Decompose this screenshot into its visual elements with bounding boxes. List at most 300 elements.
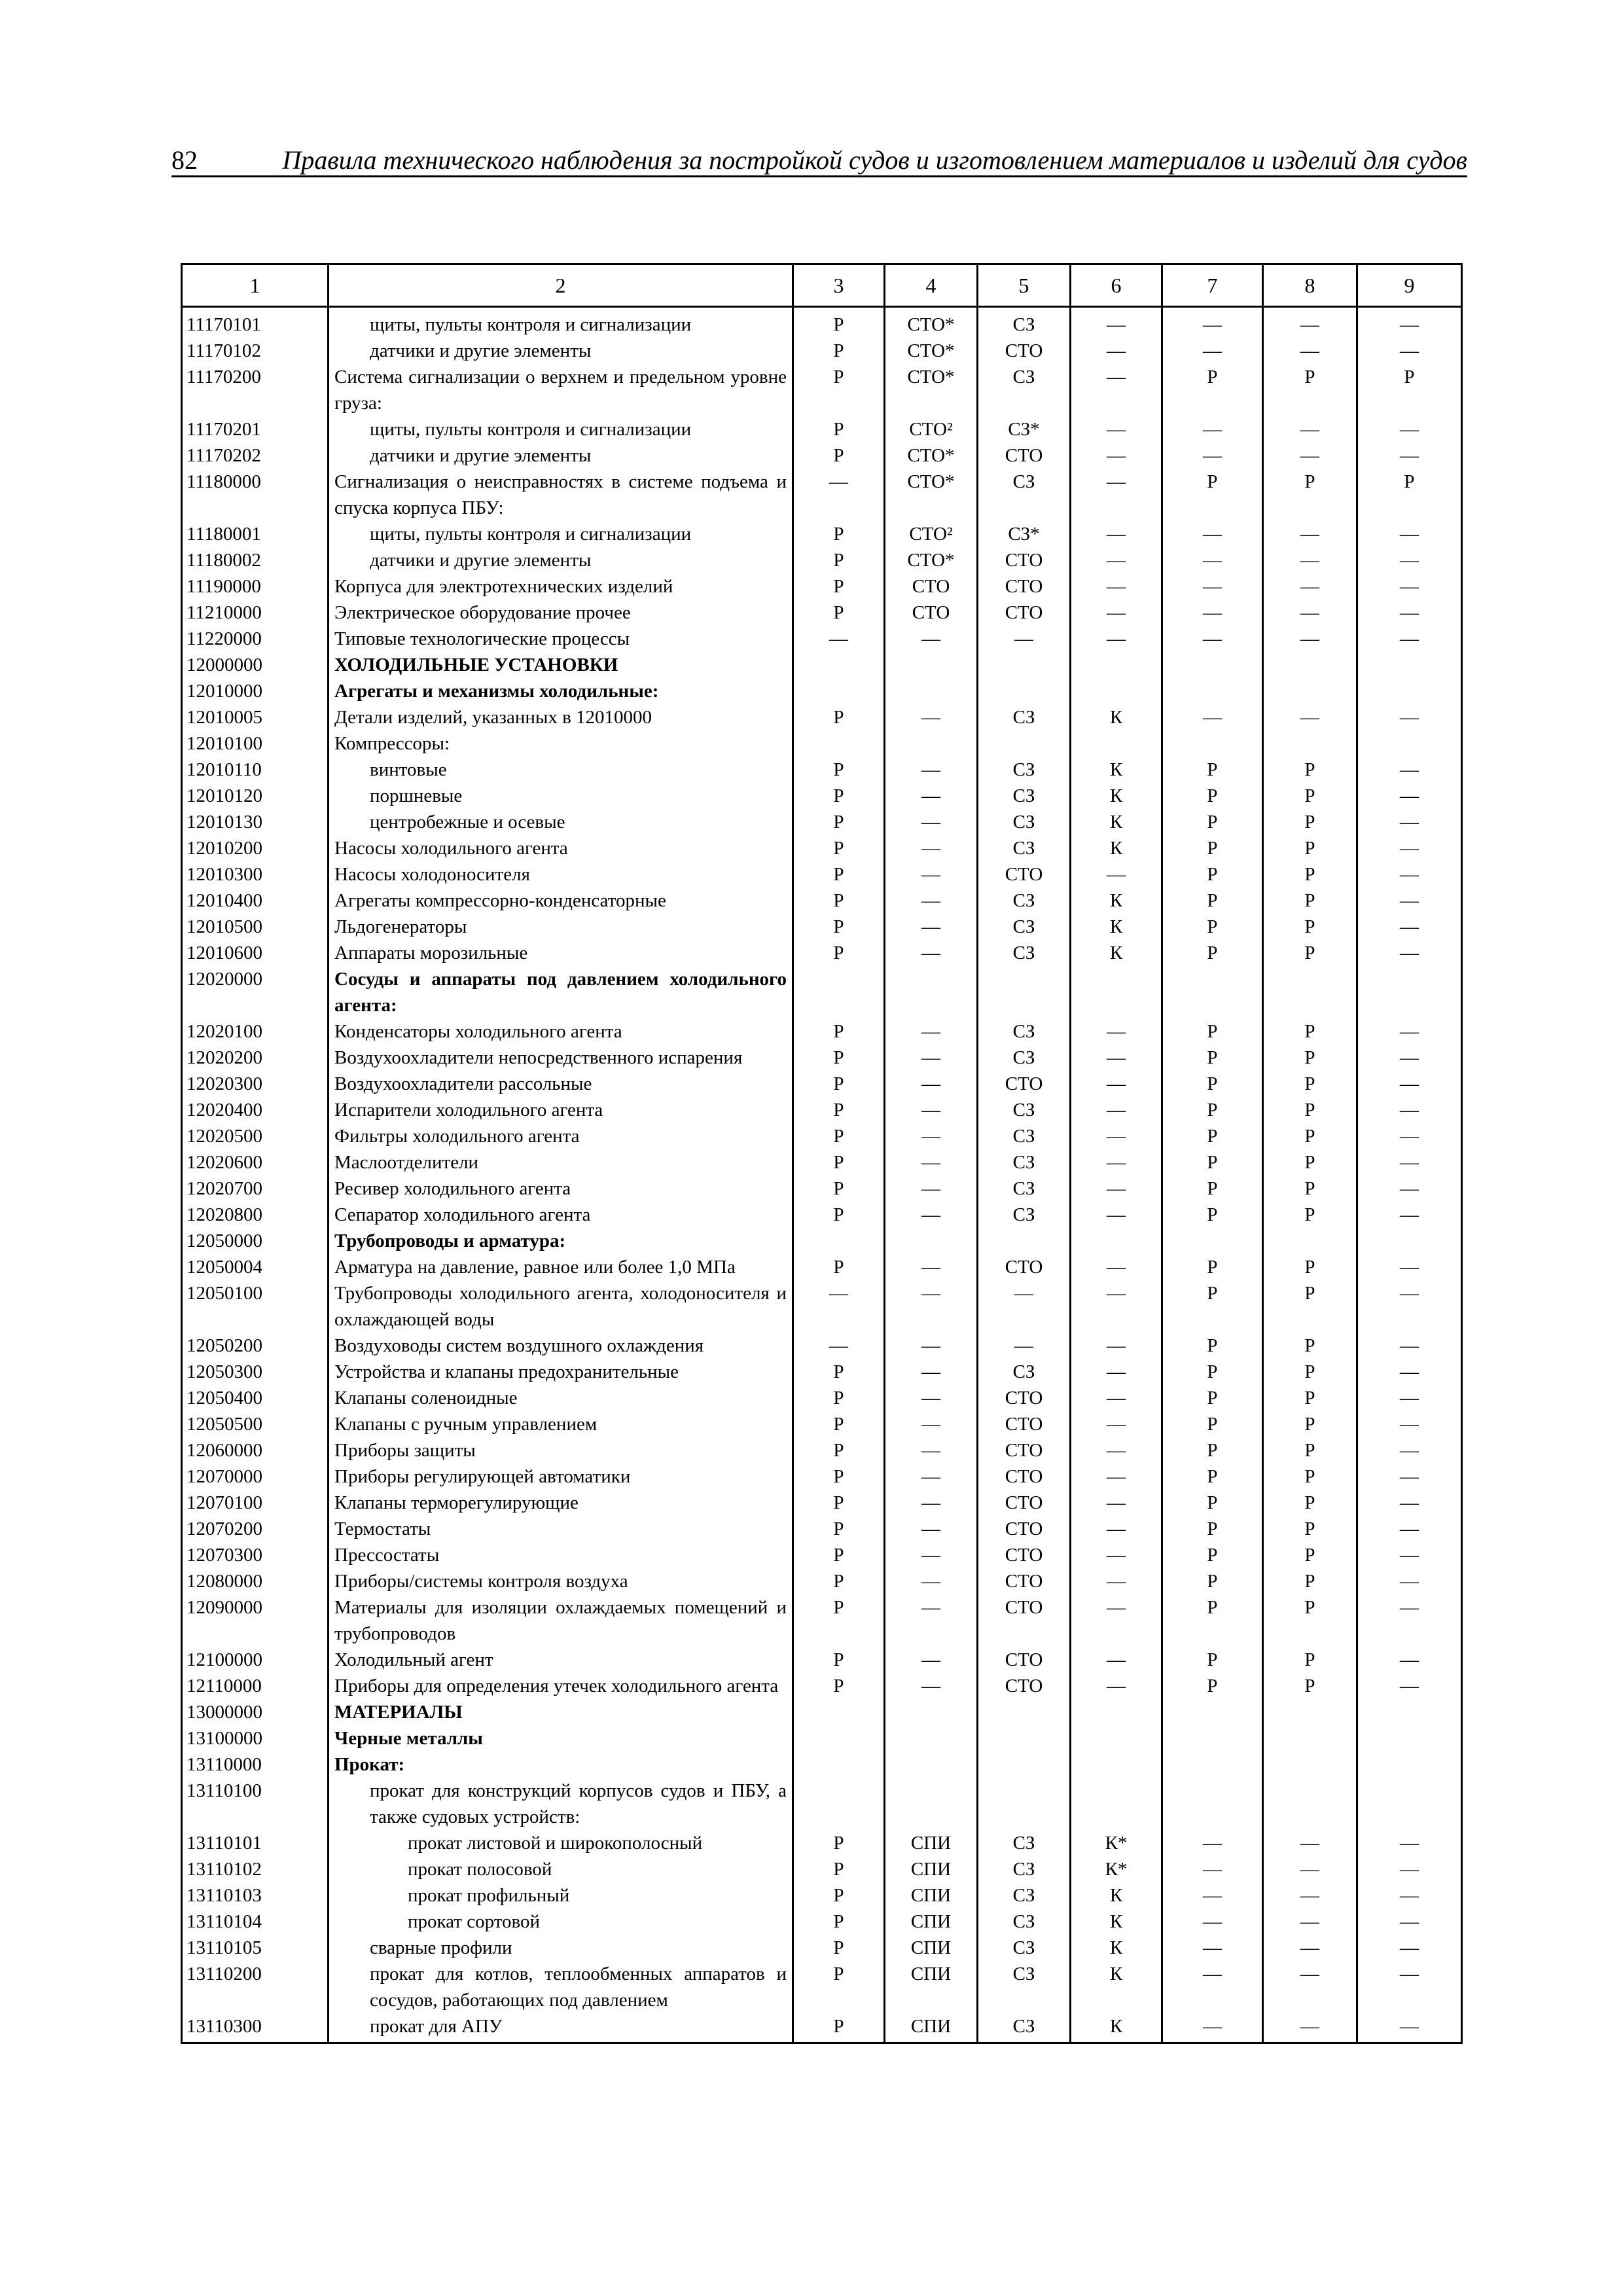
item-name: Прокат: — [329, 1751, 793, 1778]
item-name: датчики и другие элементы — [329, 547, 793, 573]
table-row — [182, 1751, 1462, 1778]
requirement-cell-col3: Р — [793, 1673, 885, 1699]
requirement-cell-col7: — — [1162, 704, 1263, 730]
item-code: 12070100 — [182, 1490, 329, 1516]
requirement-cell-col5: СЗ — [978, 1018, 1071, 1045]
requirement-cell-col9 — [1357, 1699, 1462, 1725]
requirement-cell-col4 — [885, 1228, 978, 1254]
requirement-cell-col3: Р — [793, 1359, 885, 1385]
requirement-cell-col3: Р — [793, 1856, 885, 1882]
requirement-cell-col7: — — [1162, 1830, 1263, 1856]
table-row — [182, 914, 1462, 940]
item-code: 12010120 — [182, 783, 329, 809]
requirement-cell-col3: Р — [793, 1411, 885, 1437]
requirement-cell-col6: — — [1071, 1018, 1162, 1045]
table-row — [182, 1175, 1462, 1202]
table-row — [182, 469, 1462, 521]
requirement-cell-col5: СТО — [978, 1516, 1071, 1542]
requirement-cell-col5: СЗ — [978, 1909, 1071, 1935]
requirement-cell-col5: СТО — [978, 1385, 1071, 1411]
requirement-cell-col5: СТО — [978, 600, 1071, 626]
requirement-cell-col9: — — [1357, 757, 1462, 783]
table-row — [182, 1097, 1462, 1123]
requirement-cell-col4: СТО — [885, 573, 978, 600]
item-name: Воздуховоды систем воздушного охлаждения — [329, 1333, 793, 1359]
requirement-cell-col9: — — [1357, 861, 1462, 888]
requirement-cell-col3: Р — [793, 442, 885, 469]
requirement-cell-col8: Р — [1263, 914, 1357, 940]
requirement-cell-col8: Р — [1263, 1018, 1357, 1045]
requirement-cell-col7: — — [1162, 416, 1263, 442]
requirement-cell-col4 — [885, 730, 978, 757]
item-name: поршневые — [329, 783, 793, 809]
requirement-cell-col4 — [885, 1778, 978, 1830]
requirement-cell-col5: СТО — [978, 1647, 1071, 1673]
requirement-cell-col6: — — [1071, 1123, 1162, 1149]
requirement-cell-col5: СЗ — [978, 1202, 1071, 1228]
requirement-cell-col4: — — [885, 1437, 978, 1463]
table-row — [182, 1123, 1462, 1149]
requirement-cell-col6: К — [1071, 888, 1162, 914]
column-header: 2 — [329, 264, 793, 307]
requirement-cell-col8 — [1263, 652, 1357, 678]
requirement-cell-col6: — — [1071, 547, 1162, 573]
table-row — [182, 1071, 1462, 1097]
requirement-cell-col5: СЗ — [978, 1882, 1071, 1909]
item-name: Детали изделий, указанных в 12010000 — [329, 704, 793, 730]
requirement-cell-col5: СТО — [978, 1568, 1071, 1594]
requirement-cell-col8 — [1263, 966, 1357, 1018]
requirement-cell-col8: Р — [1263, 1516, 1357, 1542]
requirement-cell-col4: — — [885, 888, 978, 914]
requirement-cell-col9: — — [1357, 1071, 1462, 1097]
table-row — [182, 835, 1462, 861]
requirement-cell-col5: СТО — [978, 1437, 1071, 1463]
column-header: 7 — [1162, 264, 1263, 307]
item-code: 13110101 — [182, 1830, 329, 1856]
item-name: Насосы холодильного агента — [329, 835, 793, 861]
table-row — [182, 1333, 1462, 1359]
requirement-cell-col3: Р — [793, 1961, 885, 2013]
requirement-cell-col7 — [1162, 1778, 1263, 1830]
column-header: 9 — [1357, 264, 1462, 307]
requirement-cell-col9: — — [1357, 1359, 1462, 1385]
item-code: 13110104 — [182, 1909, 329, 1935]
requirement-cell-col7: — — [1162, 1856, 1263, 1882]
table-row — [182, 416, 1462, 442]
requirement-cell-col6: — — [1071, 1594, 1162, 1647]
item-code: 12020600 — [182, 1149, 329, 1175]
requirement-cell-col5: СЗ — [978, 1935, 1071, 1961]
requirement-cell-col3: Р — [793, 835, 885, 861]
requirement-cell-col9: — — [1357, 1594, 1462, 1647]
requirement-cell-col5: СЗ — [978, 809, 1071, 835]
requirement-cell-col9 — [1357, 730, 1462, 757]
requirement-cell-col4: СПИ — [885, 1935, 978, 1961]
requirement-cell-col6: — — [1071, 1673, 1162, 1699]
requirement-cell-col4: СТО* — [885, 307, 978, 338]
requirement-cell-col9: — — [1357, 1175, 1462, 1202]
requirement-cell-col7 — [1162, 966, 1263, 1018]
requirement-cell-col5 — [978, 1778, 1071, 1830]
requirement-cell-col3: Р — [793, 1830, 885, 1856]
item-code: 12070200 — [182, 1516, 329, 1542]
requirement-cell-col9: — — [1357, 1490, 1462, 1516]
requirement-cell-col9: — — [1357, 521, 1462, 547]
requirement-cell-col9: — — [1357, 1856, 1462, 1882]
requirement-cell-col4: — — [885, 914, 978, 940]
item-name: Ресивер холодильного агента — [329, 1175, 793, 1202]
requirement-cell-col4: СТО² — [885, 416, 978, 442]
requirement-cell-col4: — — [885, 1490, 978, 1516]
requirement-cell-col6: — — [1071, 1437, 1162, 1463]
requirement-cell-col5: СТО — [978, 1490, 1071, 1516]
table-row — [182, 1882, 1462, 1909]
item-name: Воздухоохладители непосредственного испарения — [329, 1045, 793, 1071]
requirement-cell-col5 — [978, 1228, 1071, 1254]
requirement-cell-col9: — — [1357, 1935, 1462, 1961]
table-row — [182, 1202, 1462, 1228]
table-row — [182, 1018, 1462, 1045]
requirement-cell-col7: Р — [1162, 469, 1263, 521]
requirement-cell-col3: Р — [793, 1594, 885, 1647]
item-code: 12010005 — [182, 704, 329, 730]
requirement-cell-col6: К — [1071, 757, 1162, 783]
table-row — [182, 521, 1462, 547]
requirement-cell-col7: Р — [1162, 1568, 1263, 1594]
requirement-cell-col3: Р — [793, 1149, 885, 1175]
item-code: 11180002 — [182, 547, 329, 573]
requirement-cell-col8: Р — [1263, 1568, 1357, 1594]
requirement-cell-col5: СЗ — [978, 1359, 1071, 1385]
requirement-cell-col8: — — [1263, 307, 1357, 338]
requirement-cell-col3: Р — [793, 1202, 885, 1228]
requirement-cell-col4: — — [885, 1359, 978, 1385]
requirement-cell-col4: — — [885, 861, 978, 888]
requirement-cell-col4: СПИ — [885, 1961, 978, 2013]
requirement-cell-col7: — — [1162, 1909, 1263, 1935]
requirement-cell-col4: СПИ — [885, 2013, 978, 2043]
item-name: Типовые технологические процессы — [329, 626, 793, 652]
requirement-cell-col6: — — [1071, 1411, 1162, 1437]
column-header: 8 — [1263, 264, 1357, 307]
item-code: 12080000 — [182, 1568, 329, 1594]
requirement-cell-col3: Р — [793, 809, 885, 835]
requirement-cell-col9: — — [1357, 1411, 1462, 1437]
requirement-cell-col5: СТО — [978, 1463, 1071, 1490]
requirement-cell-col4: СТО* — [885, 469, 978, 521]
item-code: 12050200 — [182, 1333, 329, 1359]
item-name: прокат для котлов, теплообменных аппаратов и сосудов, работающих под давлением — [329, 1961, 793, 2013]
requirement-cell-col3: Р — [793, 888, 885, 914]
item-name: Материалы для изоляции охлаждаемых помещений и трубопроводов — [329, 1594, 793, 1647]
requirement-cell-col7: — — [1162, 338, 1263, 364]
requirement-cell-col6: — — [1071, 600, 1162, 626]
requirement-cell-col9: — — [1357, 1097, 1462, 1123]
requirement-cell-col3: Р — [793, 573, 885, 600]
item-code: 13110000 — [182, 1751, 329, 1778]
item-name: щиты, пульты контроля и сигнализации — [329, 416, 793, 442]
item-name: ХОЛОДИЛЬНЫЕ УСТАНОВКИ — [329, 652, 793, 678]
table-row — [182, 1149, 1462, 1175]
requirement-cell-col4: СПИ — [885, 1882, 978, 1909]
requirement-cell-col3: Р — [793, 1463, 885, 1490]
item-name: Термостаты — [329, 1516, 793, 1542]
requirement-cell-col8: — — [1263, 1856, 1357, 1882]
requirement-cell-col3: Р — [793, 1437, 885, 1463]
requirement-cell-col8: Р — [1263, 1280, 1357, 1333]
table-row — [182, 364, 1462, 416]
requirement-cell-col7: — — [1162, 626, 1263, 652]
table-row — [182, 1594, 1462, 1647]
requirement-cell-col5: СЗ — [978, 835, 1071, 861]
requirement-cell-col9 — [1357, 1778, 1462, 1830]
requirement-cell-col3: Р — [793, 364, 885, 416]
requirement-cell-col5: СЗ — [978, 1149, 1071, 1175]
requirement-cell-col9: — — [1357, 1045, 1462, 1071]
item-name: Приборы регулирующей автоматики — [329, 1463, 793, 1490]
requirement-cell-col7 — [1162, 730, 1263, 757]
item-name: Корпуса для электротехнических изделий — [329, 573, 793, 600]
requirement-cell-col8 — [1263, 1778, 1357, 1830]
requirement-cell-col9: — — [1357, 1909, 1462, 1935]
requirement-cell-col6: — — [1071, 307, 1162, 338]
requirement-cell-col8: Р — [1263, 364, 1357, 416]
requirement-cell-col8: Р — [1263, 940, 1357, 966]
requirement-cell-col7: Р — [1162, 1175, 1263, 1202]
requirement-cell-col7: Р — [1162, 364, 1263, 416]
requirement-cell-col6: — — [1071, 861, 1162, 888]
requirement-cell-col3: Р — [793, 1385, 885, 1411]
requirement-cell-col7: Р — [1162, 1071, 1263, 1097]
item-name: Трубопроводы холодильного агента, холодоносителя и охлаждающей воды — [329, 1280, 793, 1333]
item-code: 12010000 — [182, 678, 329, 704]
requirement-cell-col9: — — [1357, 547, 1462, 573]
table-row — [182, 573, 1462, 600]
requirement-cell-col8: Р — [1263, 783, 1357, 809]
requirement-cell-col9: — — [1357, 704, 1462, 730]
requirement-cell-col7: Р — [1162, 1647, 1263, 1673]
requirement-cell-col3 — [793, 730, 885, 757]
requirement-cell-col9 — [1357, 652, 1462, 678]
table-row — [182, 1725, 1462, 1751]
requirement-cell-col6: — — [1071, 1542, 1162, 1568]
requirement-cell-col6 — [1071, 730, 1162, 757]
requirement-cell-col4: — — [885, 1673, 978, 1699]
requirement-cell-col3: Р — [793, 1882, 885, 1909]
requirement-cell-col5: СЗ — [978, 914, 1071, 940]
requirement-cell-col7: — — [1162, 2013, 1263, 2043]
requirement-cell-col8: — — [1263, 338, 1357, 364]
item-name: Холодильный агент — [329, 1647, 793, 1673]
item-name: Приборы/системы контроля воздуха — [329, 1568, 793, 1594]
item-code: 12010400 — [182, 888, 329, 914]
item-code: 12110000 — [182, 1673, 329, 1699]
requirement-cell-col6: — — [1071, 364, 1162, 416]
item-code: 13100000 — [182, 1725, 329, 1751]
requirement-cell-col7: Р — [1162, 1359, 1263, 1385]
requirement-cell-col3: Р — [793, 704, 885, 730]
requirement-cell-col4: СПИ — [885, 1856, 978, 1882]
table-row — [182, 704, 1462, 730]
requirement-cell-col4: — — [885, 1254, 978, 1280]
item-name: Маслоотделители — [329, 1149, 793, 1175]
table-row — [182, 1463, 1462, 1490]
requirement-cell-col9: — — [1357, 940, 1462, 966]
requirement-cell-col8 — [1263, 678, 1357, 704]
requirement-cell-col7: Р — [1162, 757, 1263, 783]
requirement-cell-col9: — — [1357, 1542, 1462, 1568]
requirement-cell-col5: СЗ* — [978, 416, 1071, 442]
requirement-cell-col7: Р — [1162, 1385, 1263, 1411]
requirement-cell-col6: — — [1071, 469, 1162, 521]
requirement-cell-col7: Р — [1162, 1411, 1263, 1437]
requirement-cell-col3 — [793, 652, 885, 678]
table-row — [182, 730, 1462, 757]
requirement-cell-col7: — — [1162, 1961, 1263, 2013]
table-row — [182, 757, 1462, 783]
item-code: 12050300 — [182, 1359, 329, 1385]
item-code: 12010100 — [182, 730, 329, 757]
table-row — [182, 1385, 1462, 1411]
requirement-cell-col3: Р — [793, 521, 885, 547]
requirement-cell-col9: — — [1357, 1280, 1462, 1333]
table-row — [182, 307, 1462, 338]
requirement-cell-col6: — — [1071, 1385, 1162, 1411]
table-row — [182, 1254, 1462, 1280]
requirement-cell-col3 — [793, 1228, 885, 1254]
item-name: Клапаны терморегулирующие — [329, 1490, 793, 1516]
item-code: 11170101 — [182, 307, 329, 338]
table-row — [182, 442, 1462, 469]
requirement-cell-col7: Р — [1162, 1045, 1263, 1071]
requirement-cell-col5: СЗ — [978, 307, 1071, 338]
item-name: центробежные и осевые — [329, 809, 793, 835]
requirement-cell-col9: — — [1357, 2013, 1462, 2043]
requirement-cell-col9: — — [1357, 835, 1462, 861]
requirement-cell-col7: — — [1162, 600, 1263, 626]
requirement-cell-col6: К — [1071, 1909, 1162, 1935]
requirement-cell-col6 — [1071, 1699, 1162, 1725]
requirement-cell-col8: — — [1263, 521, 1357, 547]
requirement-cell-col8 — [1263, 1725, 1357, 1751]
table-row — [182, 1411, 1462, 1437]
requirement-cell-col7 — [1162, 1699, 1263, 1725]
table-row — [182, 1568, 1462, 1594]
requirement-cell-col7: Р — [1162, 835, 1263, 861]
requirement-cell-col5: СЗ* — [978, 521, 1071, 547]
item-name: Черные металлы — [329, 1725, 793, 1751]
requirement-cell-col7: Р — [1162, 1516, 1263, 1542]
requirement-cell-col8: Р — [1263, 757, 1357, 783]
item-code: 13110103 — [182, 1882, 329, 1909]
requirement-cell-col4 — [885, 1751, 978, 1778]
requirement-cell-col8: Р — [1263, 1594, 1357, 1647]
item-code: 11220000 — [182, 626, 329, 652]
requirement-cell-col8 — [1263, 1751, 1357, 1778]
requirement-cell-col8: Р — [1263, 1175, 1357, 1202]
requirement-cell-col9: — — [1357, 783, 1462, 809]
requirement-cell-col4 — [885, 652, 978, 678]
item-code: 12010200 — [182, 835, 329, 861]
requirement-cell-col5 — [978, 730, 1071, 757]
requirement-cell-col8: — — [1263, 1882, 1357, 1909]
requirement-cell-col5: СЗ — [978, 783, 1071, 809]
requirement-cell-col5: СТО — [978, 1411, 1071, 1437]
requirement-cell-col3: — — [793, 1333, 885, 1359]
requirement-cell-col7: Р — [1162, 914, 1263, 940]
requirement-cell-col5: СТО — [978, 1673, 1071, 1699]
requirement-cell-col5: СТО — [978, 1071, 1071, 1097]
requirement-cell-col9: — — [1357, 338, 1462, 364]
requirement-cell-col3: Р — [793, 1935, 885, 1961]
requirement-cell-col4: — — [885, 1097, 978, 1123]
requirement-cell-col7: — — [1162, 442, 1263, 469]
requirement-cell-col8: Р — [1263, 1045, 1357, 1071]
requirement-cell-col4: — — [885, 809, 978, 835]
item-name: щиты, пульты контроля и сигнализации — [329, 521, 793, 547]
item-code: 12000000 — [182, 652, 329, 678]
requirement-cell-col8: Р — [1263, 1254, 1357, 1280]
requirement-cell-col7 — [1162, 652, 1263, 678]
requirement-cell-col7: Р — [1162, 1202, 1263, 1228]
requirement-cell-col9 — [1357, 678, 1462, 704]
requirement-cell-col3: Р — [793, 338, 885, 364]
requirement-cell-col9: — — [1357, 1202, 1462, 1228]
requirement-cell-col8 — [1263, 730, 1357, 757]
requirement-cell-col7: Р — [1162, 1254, 1263, 1280]
requirement-cell-col5: СТО — [978, 338, 1071, 364]
requirement-cell-col6: К* — [1071, 1856, 1162, 1882]
requirement-cell-col6: К — [1071, 835, 1162, 861]
requirement-cell-col5 — [978, 1725, 1071, 1751]
table-row — [182, 600, 1462, 626]
requirement-cell-col5: СЗ — [978, 469, 1071, 521]
requirement-cell-col6: — — [1071, 338, 1162, 364]
requirement-cell-col6: — — [1071, 1045, 1162, 1071]
requirement-cell-col3: Р — [793, 1909, 885, 1935]
requirement-cell-col3: Р — [793, 1123, 885, 1149]
requirement-cell-col6: — — [1071, 1463, 1162, 1490]
requirement-cell-col5: СЗ — [978, 704, 1071, 730]
requirement-cell-col5: СЗ — [978, 1175, 1071, 1202]
table-row — [182, 1647, 1462, 1673]
requirement-cell-col8: Р — [1263, 1359, 1357, 1385]
requirement-cell-col3: Р — [793, 1045, 885, 1071]
requirement-cell-col7: — — [1162, 1935, 1263, 1961]
item-code: 11180001 — [182, 521, 329, 547]
item-code: 12020500 — [182, 1123, 329, 1149]
item-name: Сосуды и аппараты под давлением холодильного агента: — [329, 966, 793, 1018]
requirement-cell-col6: — — [1071, 1071, 1162, 1097]
item-code: 12090000 — [182, 1594, 329, 1647]
requirement-cell-col7: — — [1162, 547, 1263, 573]
requirement-cell-col7: — — [1162, 1882, 1263, 1909]
item-code: 11170202 — [182, 442, 329, 469]
table-row — [182, 783, 1462, 809]
requirement-cell-col5 — [978, 966, 1071, 1018]
table-row — [182, 678, 1462, 704]
item-code: 11170200 — [182, 364, 329, 416]
requirement-cell-col6: — — [1071, 1647, 1162, 1673]
requirement-cell-col3: Р — [793, 914, 885, 940]
item-name: Арматура на давление, равное или более 1,0 МПа — [329, 1254, 793, 1280]
requirement-cell-col5 — [978, 1699, 1071, 1725]
requirement-cell-col3 — [793, 966, 885, 1018]
requirement-cell-col9 — [1357, 1751, 1462, 1778]
requirement-cell-col4: — — [885, 757, 978, 783]
requirement-cell-col6: — — [1071, 1568, 1162, 1594]
